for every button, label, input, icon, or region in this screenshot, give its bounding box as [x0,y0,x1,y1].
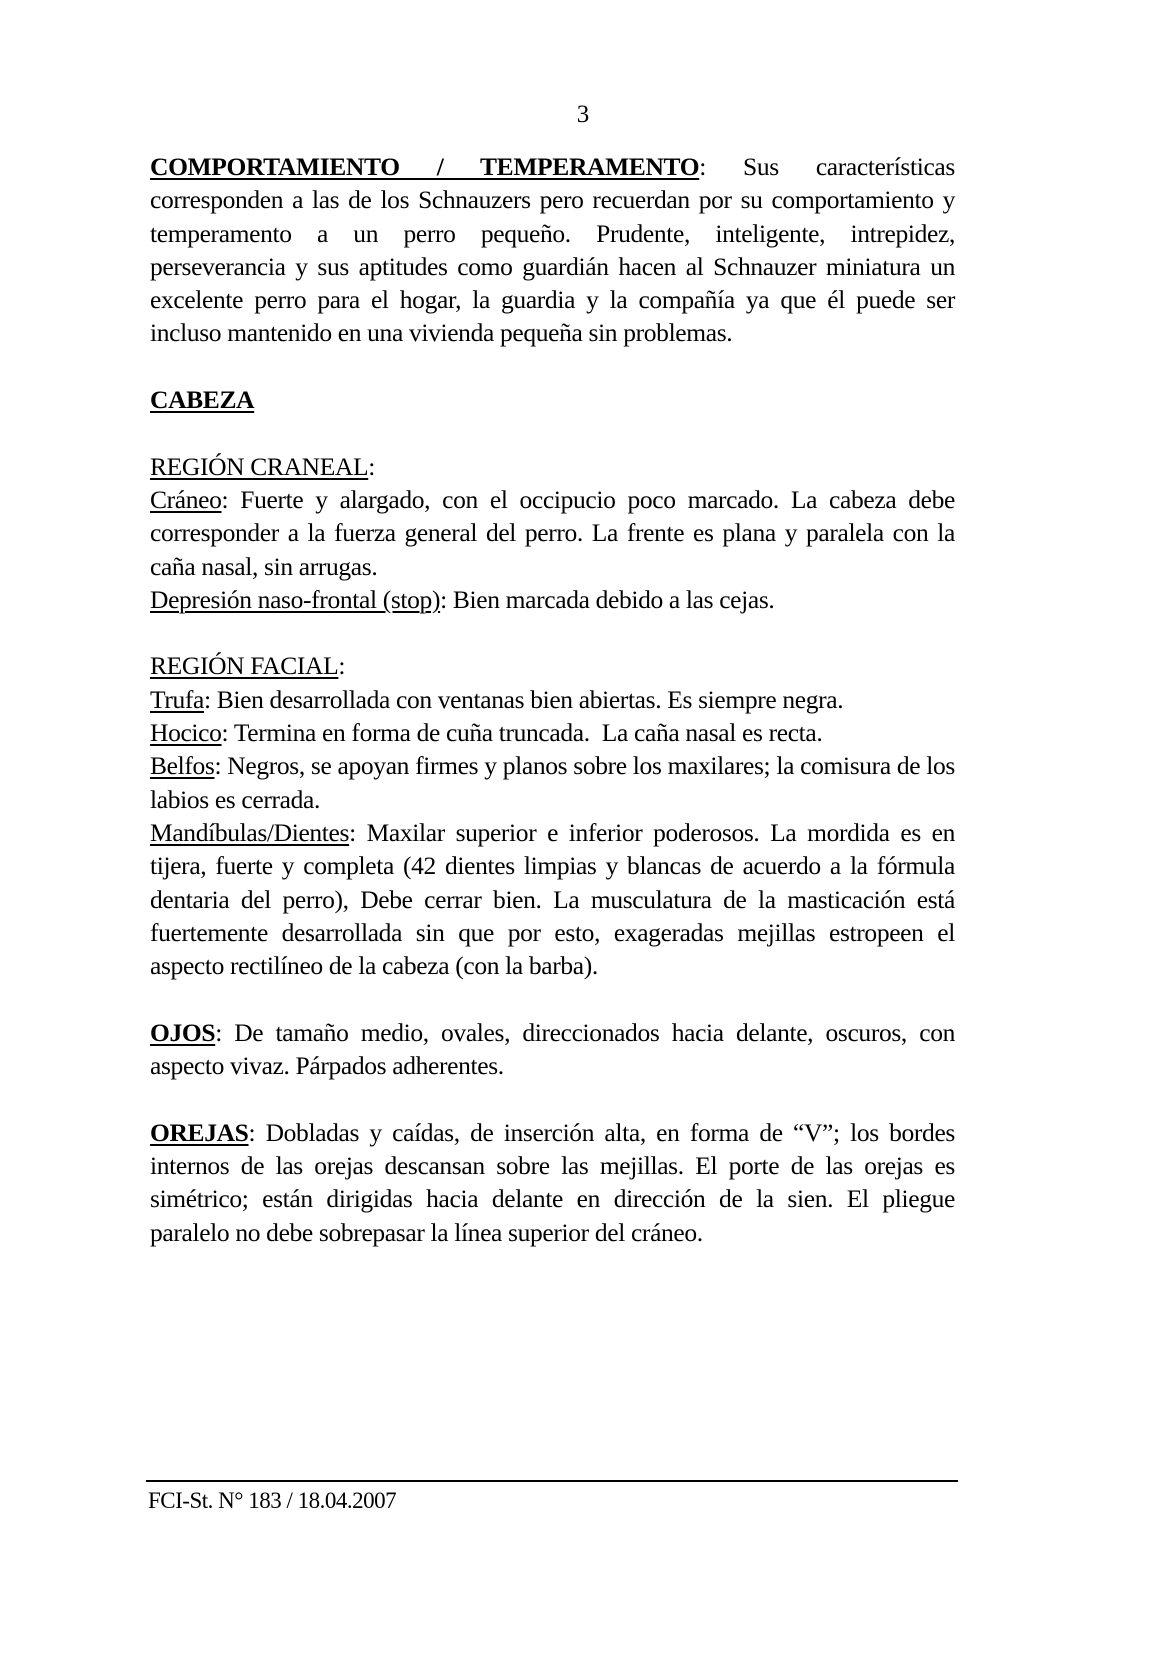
footer-divider [146,1480,958,1482]
spacer [150,616,955,649]
muzzle-paragraph [150,716,955,749]
spacer [150,982,955,1015]
skull-text: Fuerte y alargado, con el occipucio poco marcado. La cabeza debe corresponder a la fuerza general del perro. La frente es plana y paralela con la caña nasal, sin arrugas. [150,484,955,581]
skull-paragraph [150,483,955,583]
head-heading: CABEZA [150,385,255,415]
skull-label: Cráneo [150,484,222,514]
stop-label: Depresión naso-frontal (stop) [150,584,441,614]
stop-sep: : [440,584,447,614]
cranial-heading-line [150,450,955,483]
page-number: 3 [576,101,590,128]
ears-sep: : [248,1117,256,1147]
nose-sep: : [203,684,211,714]
lips-label: Belfos [150,751,215,781]
facial-sep: : [338,651,346,681]
muzzle-label: Hocico [150,718,222,748]
eyes-text: De tamaño medio, ovales, direccionados hacia delante, oscuros, con aspecto vivaz. Párpados adherentes. [150,1017,955,1081]
facial-heading-line [150,649,955,682]
eyes-paragraph [150,1016,955,1083]
stop-text: Bien marcada debido a las cejas. [446,584,775,614]
lips-text: Negros, se apoyan firmes y planos sobre los maxilares; la comisura de los labios es cerrada. [150,751,955,814]
eyes-heading: OJOS [150,1017,216,1047]
nose-paragraph [150,683,955,716]
jaws-label: Mandíbulas/Dientes [150,817,350,847]
ears-paragraph [150,1116,955,1249]
footer-reference: FCI-St. N° 183 / 18.04.2007 [148,1488,397,1513]
jaws-sep: : [349,817,356,847]
lips-paragraph [150,749,955,816]
spacer [150,1082,955,1115]
nose-text: Bien desarrollada con ventanas bien abiertas. Es siempre negra. [210,684,844,714]
ears-text: Dobladas y caídas, de inserción alta, en forma de “V”; los bordes internos de las orejas descansan sobre las mejillas. El porte de las orejas es simétrico; están dirigidas hacia delante en dirección de la sien. El pliegue paralelo no debe sobrepasar la línea superior del cráneo. [150,1117,955,1247]
spacer [150,416,955,449]
temperament-heading: COMPORTAMIENTO / TEMPERAMENTO [150,152,700,181]
eyes-sep: : [215,1017,222,1047]
head-paragraph [150,383,955,416]
facial-heading: REGIÓN FACIAL [150,651,339,681]
document-body [150,150,955,1249]
lips-sep: : [214,751,222,781]
temperament-paragraph [150,150,955,350]
jaws-text: Maxilar superior e inferior poderosos. La mordida es en tijera, fuerte y completa (42 dientes limpias y blancas de acuerdo a la fórmula dentaria del perro), Debe cerrar bien. La musculatura de la masticación está fuertemente desarrollada sin que por esto, exageradas mejillas estropeen el aspecto rectilíneo de la cabeza (con la barba). [150,817,955,981]
skull-sep: : [221,484,229,514]
muzzle-sep: : [221,718,229,748]
nose-label: Trufa [150,684,204,714]
temperament-sep: : [699,152,706,181]
jaws-paragraph [150,816,955,982]
cranial-sep: : [368,451,375,481]
temperament-text: Sus características corresponden a las de los Schnauzers pero recuerdan por su comportamiento y temperamento a un perro pequeño. Prudente, inteligente, intrepidez, perseverancia y sus aptitudes como guardián hacen al Schnauzer miniatura un excelente perro para el hogar, la guardia y la compañía ya que él puede ser incluso mantenido en una vivienda pequeña sin problemas. [150,152,955,348]
ears-heading: OREJAS [150,1117,249,1147]
muzzle-text: Termina en forma de cuña truncada. La caña nasal es recta. [228,718,823,748]
spacer [150,350,955,383]
cranial-heading: REGIÓN CRANEAL [150,451,369,481]
stop-paragraph [150,583,955,616]
